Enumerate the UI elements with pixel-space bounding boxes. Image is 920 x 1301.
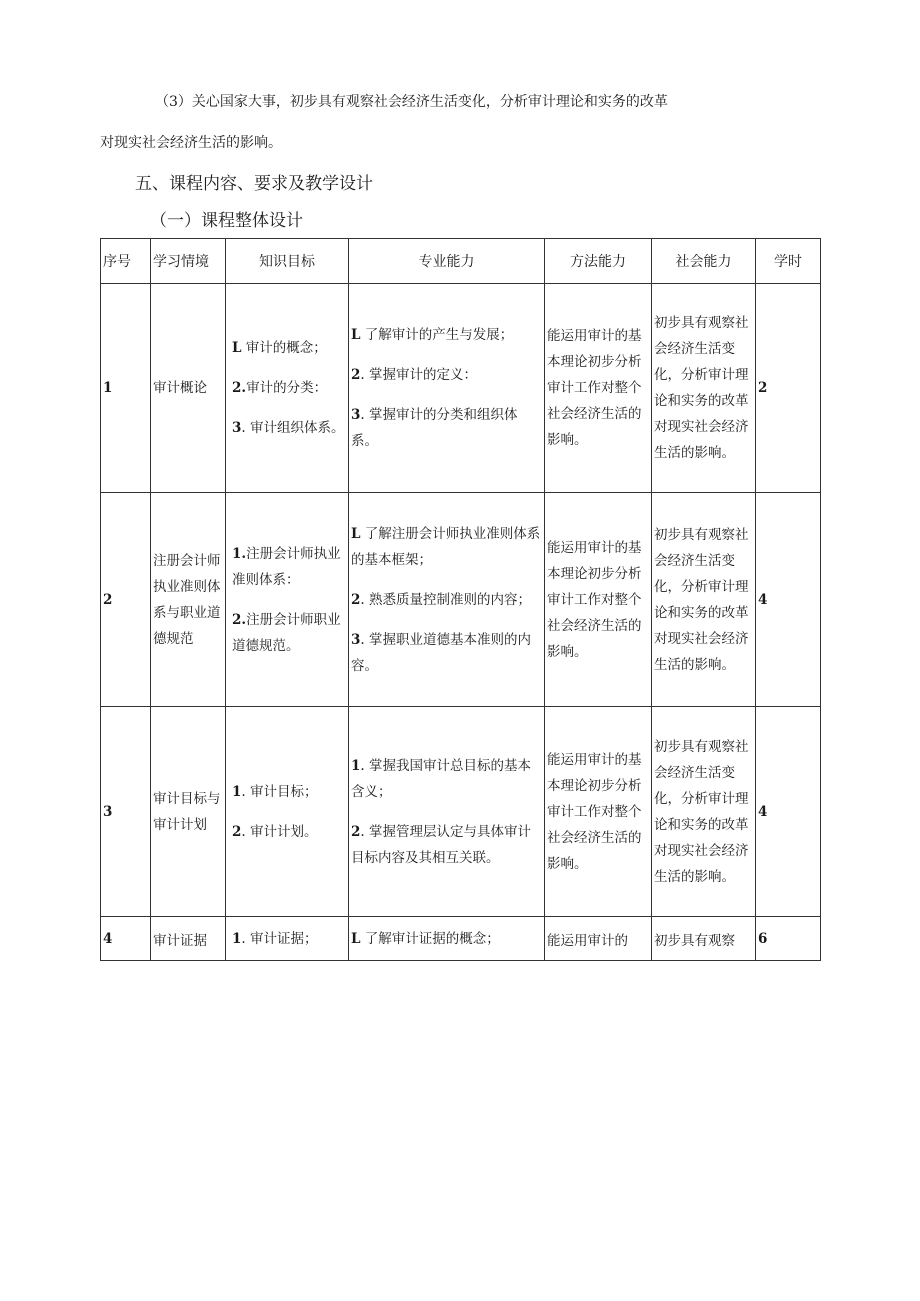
knowledge-prefix: 3 xyxy=(232,420,242,436)
row-social: 初步具有观察社会经济生活变化，分析审计理论和实务的改革对现实社会经济生活的影响。 xyxy=(652,707,756,917)
row-number: 3 xyxy=(101,707,151,917)
section-heading: 五、课程内容、要求及教学设计 xyxy=(135,174,373,194)
row-hours: 2 xyxy=(756,284,821,493)
row-professional xyxy=(349,917,545,961)
knowledge-prefix: 1 xyxy=(232,783,242,800)
row-situation: 审计概论 xyxy=(151,284,226,493)
table-row xyxy=(101,917,821,961)
knowledge-text: 注册会计师执业准则体系： xyxy=(232,545,341,588)
row-number: 1 xyxy=(101,284,151,493)
professional-prefix: 2 xyxy=(351,367,361,383)
header-method: 方法能力 xyxy=(545,239,652,284)
row-method: 能运用审计的基本理论初步分析审计工作对整个社会经济生活的影响。 xyxy=(545,707,652,917)
row-method: 能运用审计的 xyxy=(545,917,652,961)
intro-line-1: （3）关心国家大事，初步具有观察社会经济生活变化，分析审计理论和实务的改革 xyxy=(155,94,668,110)
professional-text: 了解注册会计师执业准则体系的基本框架； xyxy=(351,525,541,568)
row-hours: 4 xyxy=(756,707,821,917)
table-row xyxy=(101,284,821,493)
row-method: 能运用审计的基本理论初步分析审计工作对整个社会经济生活的影响。 xyxy=(545,284,652,493)
row-method: 能运用审计的基本理论初步分析审计工作对整个社会经济生活的影响。 xyxy=(545,493,652,707)
knowledge-prefix: 1 xyxy=(232,930,242,947)
professional-prefix: L xyxy=(351,930,361,947)
professional-prefix: 3 xyxy=(351,631,361,648)
knowledge-prefix: 2. xyxy=(232,611,247,628)
knowledge-text: 审计的分类： xyxy=(246,380,328,396)
row-hours: 6 xyxy=(756,917,821,961)
header-social: 社会能力 xyxy=(652,239,756,284)
header-hours: 学时 xyxy=(756,239,821,284)
row-professional xyxy=(349,493,545,707)
knowledge-prefix: 2 xyxy=(232,823,242,840)
professional-text: . 掌握审计的定义： xyxy=(360,367,477,383)
professional-text: 了解审计证据的概念； xyxy=(360,930,500,947)
professional-text: . 熟悉质量控制准则的内容； xyxy=(360,591,531,608)
knowledge-text: . 审计计划。 xyxy=(241,823,318,840)
professional-prefix: L xyxy=(351,525,361,542)
knowledge-prefix: 1. xyxy=(232,545,247,562)
knowledge-text: . 审计证据； xyxy=(241,930,318,947)
header-situation: 学习情境 xyxy=(151,239,226,284)
row-knowledge xyxy=(226,493,349,707)
row-number: 4 xyxy=(101,917,151,961)
row-situation: 注册会计师执业准则体系与职业道德规范 xyxy=(151,493,226,707)
professional-prefix: 2 xyxy=(351,823,361,840)
table-header-row xyxy=(101,239,821,284)
row-situation: 审计证据 xyxy=(151,917,226,961)
professional-prefix: L xyxy=(351,327,361,343)
knowledge-text: 注册会计师职业道德规范。 xyxy=(232,611,341,654)
row-social: 初步具有观察社会经济生活变化，分析审计理论和实务的改革对现实社会经济生活的影响。 xyxy=(652,493,756,707)
table-row xyxy=(101,707,821,917)
row-number: 2 xyxy=(101,493,151,707)
professional-text: . 掌握审计的分类和组织体系。 xyxy=(351,407,518,449)
row-situation: 审计目标与审计计划 xyxy=(151,707,226,917)
table-row xyxy=(101,493,821,707)
knowledge-text: 审计的概念； xyxy=(241,340,327,356)
professional-prefix: 3 xyxy=(351,407,361,423)
professional-prefix: 1 xyxy=(351,757,361,774)
row-professional xyxy=(349,284,545,493)
header-knowledge: 知识目标 xyxy=(226,239,349,284)
knowledge-prefix: 2. xyxy=(232,380,247,396)
row-professional xyxy=(349,707,545,917)
course-design-table xyxy=(100,238,821,961)
row-hours: 4 xyxy=(756,493,821,707)
row-knowledge xyxy=(226,707,349,917)
row-social: 初步具有观察社会经济生活变化，分析审计理论和实务的改革对现实社会经济生活的影响。 xyxy=(652,284,756,493)
professional-text: . 掌握我国审计总目标的基本含义； xyxy=(351,757,531,800)
header-professional: 专业能力 xyxy=(349,239,545,284)
sub-heading: （一）课程整体设计 xyxy=(150,211,303,231)
row-knowledge xyxy=(226,284,349,493)
professional-text: 了解审计的产生与发展； xyxy=(360,327,514,343)
intro-line-2: 对现实社会经济生活的影响。 xyxy=(100,135,282,151)
knowledge-text: . 审计目标； xyxy=(241,783,318,800)
knowledge-text: . 审计组织体系。 xyxy=(241,420,345,436)
professional-prefix: 2 xyxy=(351,591,361,608)
header-seq: 序号 xyxy=(101,239,151,284)
professional-text: . 掌握管理层认定与具体审计目标内容及其相互关联。 xyxy=(351,823,531,866)
knowledge-prefix: L xyxy=(232,340,242,356)
row-social: 初步具有观察 xyxy=(652,917,756,961)
professional-text: . 掌握职业道德基本准则的内容。 xyxy=(351,631,531,674)
row-knowledge xyxy=(226,917,349,961)
